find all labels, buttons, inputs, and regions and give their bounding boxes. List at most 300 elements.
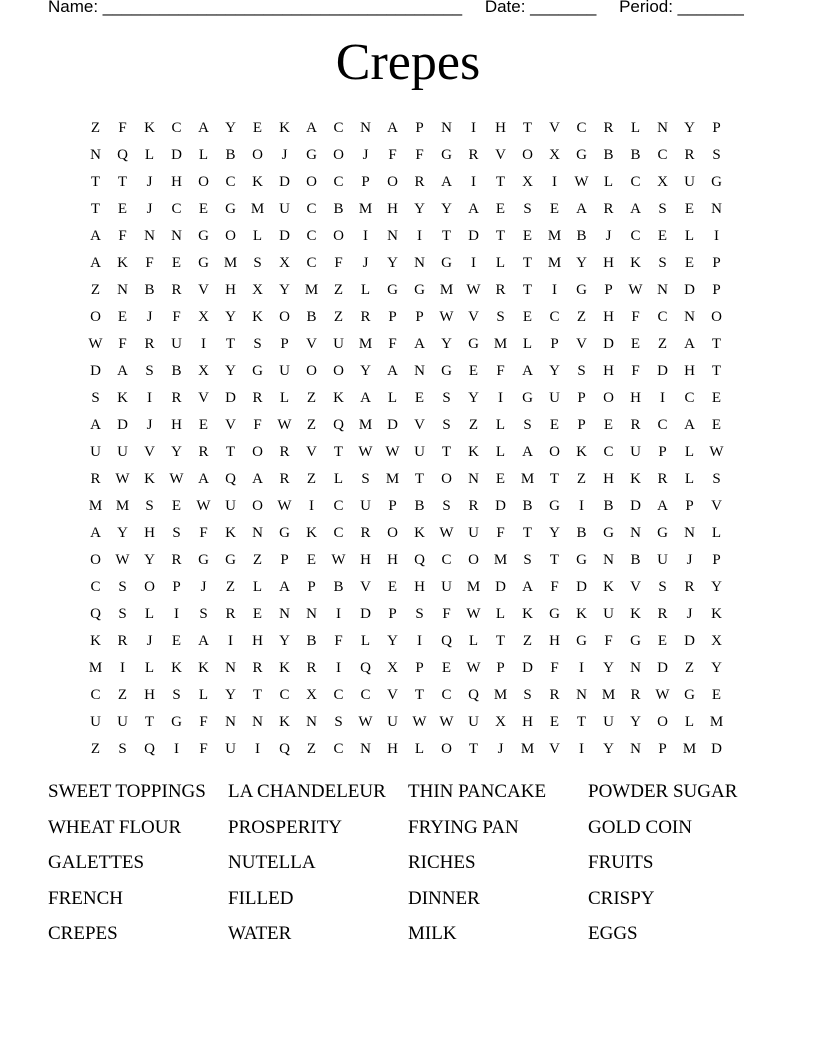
- grid-letter: G: [549, 605, 560, 622]
- grid-letter: M: [115, 497, 130, 514]
- grid-letter: J: [146, 173, 153, 190]
- grid-letter: N: [711, 200, 722, 217]
- grid-letter: W: [628, 281, 643, 298]
- grid-letter: L: [144, 659, 155, 676]
- grid-letter: Q: [90, 605, 101, 622]
- grid-letter: N: [576, 686, 587, 703]
- grid-letter: R: [603, 119, 614, 136]
- grid-letter: P: [415, 659, 424, 676]
- grid-letter: U: [117, 443, 128, 460]
- grid-letter: G: [279, 524, 290, 541]
- grid-letter: L: [711, 524, 722, 541]
- grid-letter: E: [522, 227, 533, 244]
- grid-letter: Q: [441, 632, 452, 649]
- word-list-item: GOLD COIN: [588, 816, 692, 838]
- grid-letter: X: [306, 686, 317, 703]
- grid-letter: N: [117, 281, 128, 298]
- grid-letter: S: [145, 362, 154, 379]
- grid-letter: R: [414, 173, 425, 190]
- grid-letter: L: [603, 173, 614, 190]
- grid-letter: W: [439, 308, 454, 325]
- grid-letter: C: [333, 497, 344, 514]
- grid-row: [82, 384, 731, 411]
- grid-letter: E: [198, 416, 209, 433]
- grid-letter: R: [684, 146, 695, 163]
- grid-letter: I: [174, 605, 179, 622]
- grid-letter: N: [279, 605, 290, 622]
- grid-letter: H: [171, 416, 182, 433]
- grid-letter: H: [603, 470, 614, 487]
- grid-letter: C: [441, 686, 452, 703]
- grid-letter: R: [468, 497, 479, 514]
- grid-letter: D: [630, 497, 641, 514]
- grid-letter: H: [495, 119, 506, 136]
- grid-letter: Z: [522, 632, 533, 649]
- grid-letter: F: [604, 632, 613, 649]
- grid-letter: A: [522, 578, 533, 595]
- letter-grid: [82, 114, 731, 762]
- grid-letter: Z: [576, 470, 587, 487]
- grid-letter: Z: [306, 416, 317, 433]
- grid-letter: F: [550, 578, 559, 595]
- grid-letter: I: [714, 227, 719, 244]
- word-list-item: FRUITS: [588, 852, 654, 874]
- grid-letter: G: [225, 200, 236, 217]
- grid-letter: T: [495, 632, 506, 649]
- grid-letter: D: [279, 227, 290, 244]
- grid-row: [82, 411, 731, 438]
- grid-letter: A: [306, 119, 317, 136]
- grid-letter: W: [277, 416, 292, 433]
- grid-letter: A: [684, 416, 695, 433]
- grid-letter: X: [549, 146, 560, 163]
- grid-letter: U: [603, 605, 614, 622]
- grid-letter: O: [333, 146, 344, 163]
- grid-letter: O: [549, 443, 560, 460]
- grid-letter: H: [387, 551, 398, 568]
- grid-letter: Q: [117, 146, 128, 163]
- grid-letter: A: [198, 119, 209, 136]
- grid-letter: O: [252, 497, 263, 514]
- grid-letter: P: [658, 740, 667, 757]
- grid-letter: G: [576, 146, 587, 163]
- grid-letter: Y: [117, 524, 128, 541]
- grid-letter: D: [171, 146, 182, 163]
- grid-letter: D: [603, 335, 614, 352]
- grid-letter: N: [306, 713, 317, 730]
- grid-letter: R: [657, 470, 668, 487]
- grid-letter: S: [334, 713, 343, 730]
- grid-letter: T: [333, 443, 344, 460]
- grid-letter: Y: [387, 632, 398, 649]
- grid-letter: G: [198, 551, 209, 568]
- grid-letter: V: [387, 686, 398, 703]
- grid-letter: D: [117, 416, 128, 433]
- grid-row: [82, 114, 731, 141]
- grid-letter: H: [603, 362, 614, 379]
- grid-letter: H: [630, 389, 641, 406]
- grid-letter: A: [198, 470, 209, 487]
- word-list-item: PROSPERITY: [228, 816, 343, 838]
- grid-letter: E: [549, 713, 560, 730]
- grid-letter: I: [579, 659, 584, 676]
- word-list-item: MILK: [408, 923, 457, 945]
- grid-letter: A: [90, 416, 101, 433]
- grid-letter: E: [117, 200, 128, 217]
- grid-letter: E: [441, 659, 452, 676]
- grid-letter: F: [172, 308, 181, 325]
- grid-letter: V: [225, 416, 236, 433]
- grid-letter: P: [577, 389, 586, 406]
- grid-letter: Y: [441, 200, 452, 217]
- grid-letter: N: [252, 524, 263, 541]
- grid-letter: L: [198, 686, 209, 703]
- grid-letter: R: [360, 524, 371, 541]
- grid-letter: K: [171, 659, 182, 676]
- grid-letter: V: [630, 578, 641, 595]
- grid-letter: F: [199, 713, 208, 730]
- grid-letter: T: [522, 281, 533, 298]
- grid-letter: K: [333, 389, 344, 406]
- grid-letter: D: [522, 659, 533, 676]
- grid-letter: M: [493, 686, 508, 703]
- grid-letter: Y: [387, 254, 398, 271]
- grid-letter: G: [657, 524, 668, 541]
- grid-letter: O: [468, 551, 479, 568]
- grid-letter: P: [496, 659, 505, 676]
- grid-letter: C: [333, 524, 344, 541]
- grid-letter: F: [199, 524, 208, 541]
- grid-letter: N: [657, 119, 668, 136]
- grid-letter: S: [523, 551, 532, 568]
- grid-row: [82, 330, 731, 357]
- grid-letter: B: [144, 281, 155, 298]
- grid-letter: C: [333, 173, 344, 190]
- grid-letter: C: [657, 416, 668, 433]
- grid-letter: O: [252, 146, 263, 163]
- grid-letter: Y: [711, 659, 722, 676]
- grid-letter: O: [252, 443, 263, 460]
- grid-letter: O: [711, 308, 722, 325]
- grid-letter: Y: [144, 551, 155, 568]
- grid-letter: C: [90, 578, 101, 595]
- word-list-item: FRENCH: [48, 887, 123, 909]
- grid-letter: I: [498, 389, 503, 406]
- grid-letter: Q: [468, 686, 479, 703]
- grid-letter: C: [333, 740, 344, 757]
- grid-letter: N: [171, 227, 182, 244]
- grid-letter: N: [684, 308, 695, 325]
- word-list: [48, 780, 788, 958]
- grid-letter: W: [574, 173, 589, 190]
- grid-row: [82, 600, 731, 627]
- grid-letter: O: [522, 146, 533, 163]
- grid-letter: H: [144, 524, 155, 541]
- grid-letter: C: [576, 119, 587, 136]
- grid-letter: D: [387, 416, 398, 433]
- grid-letter: F: [631, 308, 640, 325]
- grid-letter: A: [684, 335, 695, 352]
- grid-letter: R: [603, 200, 614, 217]
- grid-letter: M: [385, 470, 400, 487]
- grid-letter: W: [331, 551, 346, 568]
- grid-letter: Y: [711, 578, 722, 595]
- grid-letter: L: [387, 389, 398, 406]
- grid-letter: N: [684, 524, 695, 541]
- grid-letter: P: [712, 281, 721, 298]
- grid-letter: M: [709, 713, 724, 730]
- grid-letter: Q: [360, 659, 371, 676]
- grid-letter: H: [414, 578, 425, 595]
- grid-letter: Y: [414, 200, 425, 217]
- grid-letter: Z: [306, 470, 317, 487]
- grid-letter: O: [603, 389, 614, 406]
- grid-letter: K: [90, 632, 101, 649]
- grid-letter: U: [360, 497, 371, 514]
- grid-letter: P: [388, 605, 397, 622]
- grid-letter: Z: [306, 740, 317, 757]
- word-list-item: CREPES: [48, 923, 118, 945]
- grid-letter: A: [90, 524, 101, 541]
- grid-letter: Y: [549, 362, 560, 379]
- grid-letter: T: [90, 200, 101, 217]
- grid-letter: W: [358, 443, 373, 460]
- grid-letter: A: [252, 470, 263, 487]
- grid-letter: T: [252, 686, 263, 703]
- grid-letter: Y: [549, 524, 560, 541]
- grid-letter: K: [630, 254, 641, 271]
- grid-letter: G: [549, 497, 560, 514]
- grid-letter: V: [468, 308, 479, 325]
- grid-letter: Z: [684, 659, 695, 676]
- grid-letter: V: [549, 740, 560, 757]
- grid-letter: P: [388, 497, 397, 514]
- grid-letter: L: [684, 227, 695, 244]
- grid-letter: E: [387, 578, 398, 595]
- grid-letter: O: [198, 173, 209, 190]
- grid-letter: V: [198, 281, 209, 298]
- grid-row: [82, 681, 731, 708]
- grid-letter: T: [414, 686, 425, 703]
- grid-letter: I: [147, 389, 152, 406]
- grid-letter: Q: [144, 740, 155, 757]
- grid-letter: P: [307, 578, 316, 595]
- grid-letter: T: [90, 173, 101, 190]
- grid-letter: M: [466, 578, 481, 595]
- grid-letter: D: [225, 389, 236, 406]
- grid-letter: V: [495, 146, 506, 163]
- grid-letter: W: [466, 281, 481, 298]
- grid-letter: L: [495, 254, 506, 271]
- grid-letter: D: [90, 362, 101, 379]
- grid-letter: R: [468, 146, 479, 163]
- grid-letter: N: [387, 227, 398, 244]
- grid-letter: I: [228, 632, 233, 649]
- grid-letter: I: [174, 740, 179, 757]
- grid-letter: R: [171, 281, 182, 298]
- grid-letter: B: [576, 524, 587, 541]
- grid-letter: G: [441, 146, 452, 163]
- grid-letter: S: [172, 686, 181, 703]
- grid-letter: G: [603, 524, 614, 541]
- grid-letter: G: [630, 632, 641, 649]
- grid-letter: V: [576, 335, 587, 352]
- grid-letter: P: [712, 119, 721, 136]
- grid-letter: Y: [279, 281, 290, 298]
- grid-letter: E: [252, 119, 263, 136]
- grid-letter: G: [576, 551, 587, 568]
- grid-letter: F: [631, 362, 640, 379]
- grid-letter: J: [281, 146, 288, 163]
- grid-letter: X: [657, 173, 668, 190]
- grid-letter: E: [171, 497, 182, 514]
- grid-letter: M: [304, 281, 319, 298]
- grid-letter: A: [630, 200, 641, 217]
- grid-letter: R: [144, 335, 155, 352]
- grid-letter: Y: [279, 632, 290, 649]
- grid-letter: Z: [333, 308, 344, 325]
- grid-letter: L: [468, 632, 479, 649]
- grid-letter: U: [333, 335, 344, 352]
- grid-letter: I: [660, 389, 665, 406]
- grid-letter: E: [495, 200, 506, 217]
- grid-letter: A: [387, 362, 398, 379]
- grid-letter: P: [658, 443, 667, 460]
- grid-letter: S: [442, 389, 451, 406]
- grid-letter: Y: [630, 713, 641, 730]
- grid-row: [82, 546, 731, 573]
- grid-letter: J: [146, 632, 153, 649]
- grid-letter: I: [471, 173, 476, 190]
- grid-letter: K: [306, 524, 317, 541]
- grid-letter: W: [358, 713, 373, 730]
- grid-letter: S: [442, 416, 451, 433]
- grid-letter: H: [252, 632, 263, 649]
- grid-letter: X: [198, 308, 209, 325]
- grid-letter: T: [549, 551, 560, 568]
- grid-letter: C: [360, 686, 371, 703]
- grid-letter: C: [441, 551, 452, 568]
- grid-letter: V: [144, 443, 155, 460]
- grid-letter: E: [117, 308, 128, 325]
- grid-letter: G: [711, 173, 722, 190]
- grid-letter: R: [252, 659, 263, 676]
- grid-letter: Y: [441, 335, 452, 352]
- grid-letter: M: [439, 281, 454, 298]
- grid-letter: D: [657, 659, 668, 676]
- grid-letter: J: [362, 254, 369, 271]
- grid-letter: R: [549, 686, 560, 703]
- grid-letter: O: [333, 362, 344, 379]
- grid-letter: P: [280, 551, 289, 568]
- grid-letter: I: [417, 227, 422, 244]
- grid-letter: B: [576, 227, 587, 244]
- grid-letter: K: [630, 470, 641, 487]
- grid-letter: I: [417, 632, 422, 649]
- grid-letter: E: [171, 632, 182, 649]
- grid-row: [82, 627, 731, 654]
- grid-letter: U: [441, 578, 452, 595]
- grid-letter: F: [334, 632, 343, 649]
- grid-letter: C: [306, 227, 317, 244]
- grid-letter: M: [493, 335, 508, 352]
- grid-letter: T: [549, 470, 560, 487]
- grid-letter: F: [550, 659, 559, 676]
- grid-letter: T: [711, 335, 722, 352]
- grid-letter: K: [279, 119, 290, 136]
- grid-letter: K: [225, 524, 236, 541]
- grid-letter: U: [630, 443, 641, 460]
- grid-letter: K: [252, 308, 263, 325]
- grid-letter: W: [196, 497, 211, 514]
- grid-letter: R: [657, 605, 668, 622]
- grid-letter: W: [412, 713, 427, 730]
- grid-letter: S: [415, 605, 424, 622]
- grid-letter: M: [358, 200, 373, 217]
- grid-letter: G: [198, 254, 209, 271]
- grid-letter: A: [279, 578, 290, 595]
- grid-letter: C: [333, 119, 344, 136]
- grid-letter: T: [495, 227, 506, 244]
- grid-letter: H: [684, 362, 695, 379]
- name-field-label: Name: ______________________________________: [48, 0, 463, 16]
- grid-letter: A: [198, 632, 209, 649]
- grid-letter: A: [90, 227, 101, 244]
- grid-letter: E: [198, 200, 209, 217]
- grid-row: [82, 222, 731, 249]
- word-list-item: FRYING PAN: [408, 816, 519, 838]
- grid-letter: W: [169, 470, 184, 487]
- grid-letter: M: [682, 740, 697, 757]
- grid-letter: A: [522, 362, 533, 379]
- grid-letter: D: [684, 632, 695, 649]
- grid-letter: G: [576, 632, 587, 649]
- grid-letter: G: [468, 335, 479, 352]
- grid-letter: F: [145, 254, 154, 271]
- grid-letter: C: [306, 200, 317, 217]
- grid-letter: G: [387, 281, 398, 298]
- grid-letter: P: [415, 308, 424, 325]
- grid-letter: C: [630, 173, 641, 190]
- grid-letter: T: [522, 254, 533, 271]
- grid-row: [82, 249, 731, 276]
- grid-letter: D: [279, 173, 290, 190]
- grid-letter: A: [360, 389, 371, 406]
- grid-letter: A: [90, 254, 101, 271]
- grid-letter: Y: [225, 308, 236, 325]
- grid-letter: F: [388, 335, 397, 352]
- grid-letter: T: [522, 524, 533, 541]
- grid-letter: G: [225, 551, 236, 568]
- grid-letter: R: [171, 551, 182, 568]
- grid-letter: E: [657, 227, 668, 244]
- grid-letter: N: [90, 146, 101, 163]
- grid-letter: S: [199, 605, 208, 622]
- grid-letter: T: [495, 173, 506, 190]
- grid-letter: A: [441, 173, 452, 190]
- grid-letter: V: [306, 335, 317, 352]
- grid-letter: Z: [306, 389, 317, 406]
- grid-letter: E: [171, 254, 182, 271]
- grid-letter: S: [442, 497, 451, 514]
- grid-letter: P: [604, 281, 613, 298]
- word-list-item: GALETTES: [48, 852, 145, 874]
- grid-letter: W: [277, 497, 292, 514]
- grid-letter: J: [686, 551, 693, 568]
- grid-letter: S: [658, 578, 667, 595]
- grid-letter: K: [144, 119, 155, 136]
- grid-letter: D: [576, 578, 587, 595]
